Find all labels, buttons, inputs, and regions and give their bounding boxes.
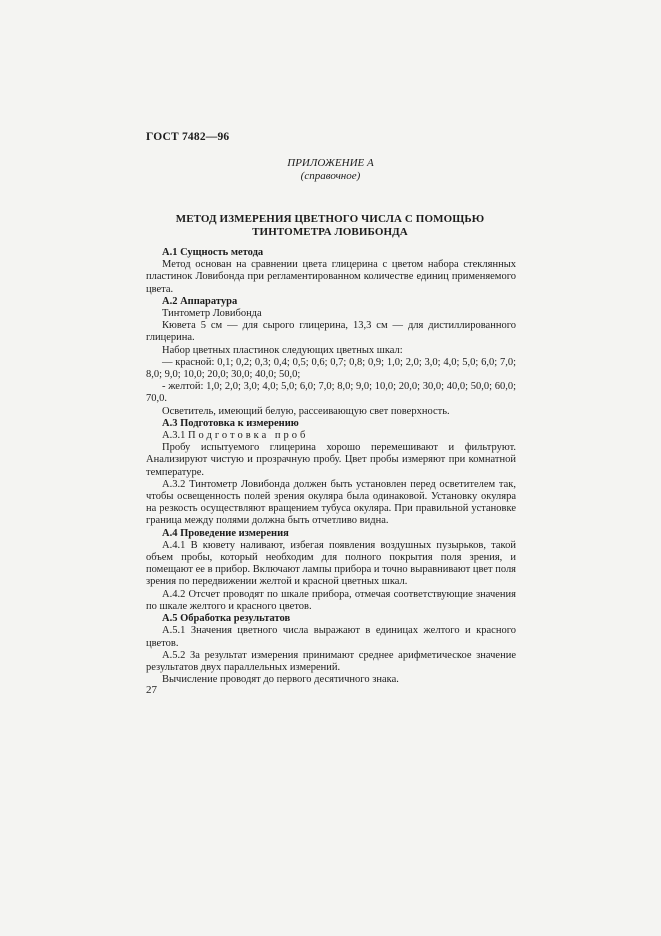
appendix-label: ПРИЛОЖЕНИЕ А — [287, 157, 374, 169]
paragraph-a2-item3: Набор цветных пластинок следующих цветных шкал: — [162, 344, 403, 356]
appendix-block — [0, 157, 661, 183]
paragraph-a2-red-scale: — красной: 0,1; 0,2; 0,3; 0,4; 0,5; 0,6; 0,7; 0,8; 0,9; 1,0; 2,0; 3,0; 4,0; 5,0; 6,0; 7,0; 8,0; 9,0; 10,0; 20,0; 30,0; 40,0; 50,0; — [146, 356, 516, 381]
section-heading-a3: А.3 Подготовка к измерению — [162, 417, 299, 429]
paragraph-a51: А.5.1 Значения цветного числа выражают в единицах желтого и красного цветов. — [146, 625, 516, 649]
subsection-a31-label: А.3.1 — [162, 430, 186, 442]
document-body — [146, 247, 516, 686]
document-title — [140, 213, 520, 239]
page-number: 27 — [146, 684, 157, 696]
standard-code: ГОСТ 7482—96 — [146, 131, 230, 143]
subsection-a31-title: Подготовка проб — [187, 430, 309, 442]
section-heading-a1: А.1 Сущность метода — [162, 247, 264, 258]
paragraph-a52: А.5.2 За результат измерения принимают среднее арифметическое значение результатов двух параллельных измерений. — [146, 649, 516, 673]
paragraph-a31: Пробу испытуемого глицерина хорошо перемешивают и фильтруют. Анализируют чистую и прозрачную пробу. Цвет пробы измеряют при комнатной температуре. — [146, 442, 516, 478]
section-heading-a4: А.4 Проведение измерения — [162, 527, 289, 539]
paragraph-a1: Метод основан на сравнении цвета глицерина с цветом набора стеклянных пластинок Ловибонда при регламентированном количестве единиц применяемого цвета. — [146, 259, 516, 295]
paragraph-a53: Вычисление проводят до первого десятичного знака. — [162, 674, 399, 686]
appendix-note: (справочное) — [300, 170, 361, 182]
paragraph-a32: А.3.2 Тинтометр Ловибонда должен быть установлен перед осветителем так, чтобы освещенность полей зрения окуляра была одинаковой. Установку окуляра на резкость осуществляют вращением тубуса окуляра. При правильной установке граница между полями должна быть отчетливо видна. — [146, 478, 516, 527]
paragraph-a2-item4: Осветитель, имеющий белую, рассеивающую свет поверхность. — [162, 405, 450, 417]
title-line-2: ТИНТОМЕТРА ЛОВИБОНДА — [252, 226, 408, 238]
paragraph-a42: А.4.2 Отсчет проводят по шкале прибора, отмечая соответствующие значения по шкале желтого и красного цветов. — [146, 588, 516, 612]
paragraph-a2-yellow-scale: - желтой: 1,0; 2,0; 3,0; 4,0; 5,0; 6,0; 7,0; 8,0; 9,0; 10,0; 20,0; 30,0; 40,0; 50,0; 60,0; 70,0. — [146, 381, 516, 405]
section-heading-a5: А.5 Обработка результатов — [162, 613, 291, 625]
section-heading-a2: А.2 Аппаратура — [162, 295, 238, 307]
paragraph-a41: А.4.1 В кювету наливают, избегая появления воздушных пузырьков, такой объем пробы, который необходим для полного покрытия поля зрения, и помещают ее в прибор. Включают лампы прибора и точно выравнивают цвет поля зрения по передвижении желтой и красной цветных шкал. — [146, 539, 517, 588]
title-line-1: МЕТОД ИЗМЕРЕНИЯ ЦВЕТНОГО ЧИСЛА С ПОМОЩЬЮ — [175, 213, 485, 225]
paragraph-a2-item2: Кювета 5 см — для сырого глицерина, 13,3 см — для дистиллированного глицерина. — [146, 320, 516, 344]
paragraph-a2-item1: Тинтометр Ловибонда — [162, 308, 262, 320]
subsection-a31-heading — [146, 430, 516, 442]
